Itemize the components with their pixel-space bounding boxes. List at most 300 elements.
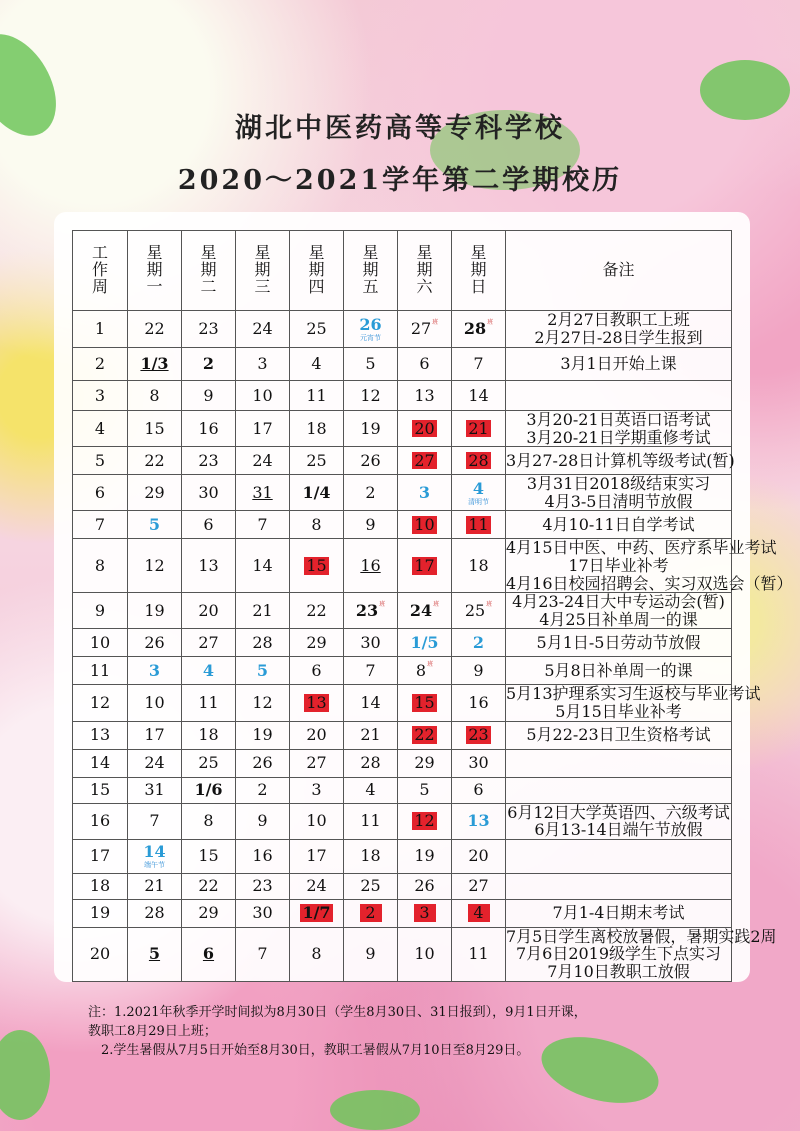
notes-cell <box>506 899 732 927</box>
day-number: 24 <box>144 753 165 773</box>
day-cell <box>344 777 398 803</box>
day-number: 30 <box>198 482 219 502</box>
day-number: 7 <box>257 515 268 535</box>
day-cell <box>344 629 398 657</box>
leaf-decoration <box>330 1090 420 1130</box>
day-cell <box>290 803 344 839</box>
day-cell <box>452 311 506 348</box>
day-number: 18 <box>198 725 219 745</box>
week-number: 13 <box>73 721 128 749</box>
day-number: 16 <box>252 846 273 866</box>
note-line: 2月27日教职工上班 <box>547 310 690 330</box>
week-number: 8 <box>73 539 128 593</box>
day-cell <box>344 539 398 593</box>
day-number: 18 <box>360 846 381 866</box>
day-cell <box>344 657 398 685</box>
day-cell <box>398 593 452 629</box>
day-cell <box>344 803 398 839</box>
day-cell <box>236 803 290 839</box>
day-number: 19 <box>360 418 381 438</box>
day-cell <box>290 511 344 539</box>
day-number: 20 <box>306 725 327 745</box>
day-cell <box>344 411 398 447</box>
day-cell <box>182 927 236 981</box>
day-cell <box>398 657 452 685</box>
week-number: 19 <box>73 899 128 927</box>
day-number: 9 <box>365 944 376 964</box>
week-number: 2 <box>73 348 128 381</box>
day-number: 21 <box>468 418 489 438</box>
notes-cell <box>506 411 732 447</box>
header-row <box>73 231 732 311</box>
calendar-table <box>72 230 793 982</box>
day-cell <box>452 593 506 629</box>
day-number: 20 <box>198 600 219 620</box>
day-number: 26 <box>252 753 273 773</box>
day-cell <box>290 539 344 593</box>
day-cell <box>182 539 236 593</box>
day-number: 9 <box>203 385 214 405</box>
note-line: 3月20-21日英语口语考试 <box>526 410 711 429</box>
week-number: 4 <box>73 411 128 447</box>
day-cell <box>236 447 290 475</box>
day-number: 11 <box>360 811 381 831</box>
day-cell <box>236 411 290 447</box>
day-cell <box>290 411 344 447</box>
day-cell <box>128 839 182 873</box>
day-cell <box>344 447 398 475</box>
day-number: 19 <box>252 725 273 745</box>
day-number: 6 <box>473 780 484 800</box>
day-cell <box>452 475 506 511</box>
day-number: 29 <box>198 903 219 923</box>
day-cell <box>290 629 344 657</box>
week-number: 14 <box>73 749 128 777</box>
day-cell <box>290 685 344 721</box>
day-number: 10 <box>144 693 165 713</box>
day-cell <box>128 539 182 593</box>
notes-cell <box>506 447 735 475</box>
day-number: 18 <box>468 555 489 575</box>
day-number: 13 <box>198 555 219 575</box>
day-number: 2 <box>257 780 268 800</box>
day-cell <box>398 721 452 749</box>
day-number: 6 <box>419 354 430 374</box>
day-number: 21 <box>360 725 381 745</box>
footnote-line: 教职工8月29日上班； <box>88 1023 217 1039</box>
day-number: 1/3 <box>140 354 169 374</box>
day-cell <box>452 657 506 685</box>
week-number: 11 <box>73 657 128 685</box>
week-row <box>73 927 732 981</box>
day-number: 23 <box>198 319 219 339</box>
day-number: 15 <box>414 693 435 713</box>
day-cell <box>452 511 506 539</box>
day-cell <box>344 311 398 348</box>
day-cell <box>344 475 398 511</box>
day-cell <box>236 629 290 657</box>
day-number: 3 <box>414 904 436 922</box>
day-number: 14 <box>360 693 381 713</box>
day-number: 28 <box>252 633 273 653</box>
note-line: 6月13-14日端午节放假 <box>534 820 703 840</box>
day-cell <box>182 475 236 511</box>
day-number: 30 <box>252 903 273 923</box>
day-cell <box>290 381 344 411</box>
day-cell <box>344 511 398 539</box>
day-cell <box>182 629 236 657</box>
day-number: 19 <box>414 846 435 866</box>
day-number: 26 <box>414 876 435 896</box>
day-cell <box>452 777 506 803</box>
makeup-workday-mark: 班 <box>432 319 439 327</box>
day-cell <box>290 593 344 629</box>
notes-cell <box>506 629 732 657</box>
day-number: 9 <box>473 661 484 681</box>
note-line: 7月6日2019级学生下点实习 <box>515 944 722 964</box>
week-number: 1 <box>73 311 128 348</box>
notes-cell <box>506 777 732 803</box>
note-line: 4月10-11日自学考试 <box>542 515 695 535</box>
note-line: 6月12日大学英语四、六级考试 <box>507 802 730 822</box>
note-line: 7月1-4日期末考试 <box>552 903 685 923</box>
day-cell <box>398 803 452 839</box>
day-cell <box>344 899 398 927</box>
day-cell <box>128 685 182 721</box>
day-cell <box>290 873 344 899</box>
notes-cell <box>506 926 777 981</box>
day-number: 14 <box>252 555 273 575</box>
day-cell <box>398 749 452 777</box>
holiday-label: 端午节 <box>144 861 165 870</box>
day-cell <box>182 873 236 899</box>
week-number: 15 <box>73 777 128 803</box>
day-cell <box>182 899 236 927</box>
day-number: 7 <box>365 661 376 681</box>
day-number: 5 <box>148 515 161 535</box>
day-number: 2 <box>472 633 485 653</box>
day-cell <box>236 899 290 927</box>
day-cell <box>398 348 452 381</box>
day-cell <box>344 873 398 899</box>
day-cell <box>182 749 236 777</box>
day-number: 7 <box>149 811 160 831</box>
day-cell <box>398 873 452 899</box>
day-cell <box>344 348 398 381</box>
day-cell <box>344 839 398 873</box>
day-number: 10 <box>306 811 327 831</box>
note-line: 3月20-21日学期重修考试 <box>526 427 711 447</box>
day-number: 11 <box>306 385 327 405</box>
week-row <box>73 381 732 411</box>
day-number: 28 <box>468 450 489 470</box>
day-number: 12 <box>252 693 273 713</box>
leaf-decoration <box>0 1030 50 1120</box>
day-number: 14 <box>468 385 489 405</box>
day-number: 5 <box>365 354 376 374</box>
day-number: 12 <box>144 555 165 575</box>
day-cell <box>290 348 344 381</box>
makeup-workday-mark: 班 <box>487 319 494 327</box>
day-number: 21 <box>252 600 273 620</box>
day-number: 16 <box>468 693 489 713</box>
day-number: 13 <box>306 693 327 713</box>
day-cell <box>398 839 452 873</box>
day-number: 19 <box>144 600 165 620</box>
day-cell <box>236 475 290 511</box>
day-number: 10 <box>414 944 435 964</box>
day-cell <box>128 381 182 411</box>
day-number: 4 <box>311 354 322 374</box>
note-line: 7月10日教职工放假 <box>547 961 690 981</box>
week-row <box>73 657 732 685</box>
day-cell <box>236 657 290 685</box>
day-number: 25 <box>360 876 381 896</box>
day-cell <box>128 899 182 927</box>
day-number: 6 <box>203 515 214 535</box>
day-number: 4 <box>468 904 490 922</box>
header-wed: 星 期 三 <box>236 231 290 311</box>
note-line: 5月22-23日卫生资格考试 <box>526 725 711 745</box>
week-row <box>73 899 732 927</box>
week-row <box>73 311 732 348</box>
day-cell <box>344 721 398 749</box>
notes-cell <box>506 839 732 873</box>
day-cell <box>452 899 506 927</box>
week-number: 7 <box>73 511 128 539</box>
day-cell <box>452 539 506 593</box>
day-cell <box>452 447 506 475</box>
week-number: 12 <box>73 685 128 721</box>
day-number: 15 <box>144 418 165 438</box>
header-thu: 星 期 四 <box>290 231 344 311</box>
week-number: 3 <box>73 381 128 411</box>
day-number: 11 <box>198 693 219 713</box>
day-number: 8 <box>149 385 160 405</box>
week-number: 10 <box>73 629 128 657</box>
makeup-workday-mark: 班 <box>433 600 440 608</box>
week-row <box>73 777 732 803</box>
holiday-label: 元宵节 <box>360 333 381 342</box>
header-tue: 星 期 二 <box>182 231 236 311</box>
day-cell <box>128 311 182 348</box>
day-cell <box>182 311 236 348</box>
day-number: 8 <box>311 944 322 964</box>
note-line: 5月15日毕业补考 <box>555 701 682 721</box>
day-number: 11 <box>468 944 489 964</box>
day-number: 16 <box>360 555 381 575</box>
day-cell <box>398 899 452 927</box>
day-cell <box>398 311 452 348</box>
day-cell <box>182 593 236 629</box>
day-number: 22 <box>306 600 327 620</box>
day-number: 29 <box>306 633 327 653</box>
day-cell <box>452 873 506 899</box>
week-row <box>73 749 732 777</box>
notes-cell <box>506 475 732 511</box>
note-line: 4月16日校园招聘会、实习双选会（暂） <box>506 573 793 593</box>
day-number: 30 <box>360 633 381 653</box>
week-row <box>73 593 732 629</box>
day-number: 1/4 <box>302 482 331 502</box>
day-number: 23 <box>468 725 489 745</box>
day-cell <box>236 381 290 411</box>
day-number: 21 <box>144 876 165 896</box>
header-mon: 星 期 一 <box>128 231 182 311</box>
day-cell <box>128 629 182 657</box>
day-number: 1/6 <box>194 780 223 800</box>
day-cell <box>182 411 236 447</box>
day-number: 17 <box>414 555 435 575</box>
day-number: 9 <box>365 515 376 535</box>
day-number: 27 <box>410 319 432 339</box>
day-number: 1/7 <box>302 903 331 923</box>
day-cell <box>128 593 182 629</box>
day-cell <box>452 721 506 749</box>
day-number: 27 <box>468 876 489 896</box>
day-number: 24 <box>252 319 273 339</box>
week-row <box>73 873 732 899</box>
day-cell <box>452 348 506 381</box>
day-number: 24 <box>409 600 433 620</box>
note-line: 3月27-28日计算机等级考试(暂) <box>506 450 735 470</box>
day-cell <box>128 803 182 839</box>
day-number: 13 <box>414 385 435 405</box>
day-number: 2 <box>365 482 376 502</box>
day-number: 3 <box>257 354 268 374</box>
day-number: 23 <box>198 450 219 470</box>
day-cell <box>398 381 452 411</box>
day-cell <box>452 749 506 777</box>
day-number: 27 <box>306 753 327 773</box>
week-number: 16 <box>73 803 128 839</box>
day-cell <box>344 927 398 981</box>
day-number: 4 <box>365 780 376 800</box>
day-number: 17 <box>252 418 273 438</box>
day-cell <box>128 873 182 899</box>
note-line: 3月1日开始上课 <box>560 354 677 374</box>
day-cell <box>290 899 344 927</box>
notes-cell <box>506 721 732 749</box>
day-number: 25 <box>198 753 219 773</box>
day-number: 25 <box>464 600 486 620</box>
day-number: 26 <box>144 633 165 653</box>
day-cell <box>290 721 344 749</box>
day-number: 31 <box>252 482 273 502</box>
day-cell <box>290 777 344 803</box>
day-number: 11 <box>468 515 489 535</box>
day-number: 5 <box>148 944 161 964</box>
note-line: 2月27日-28日学生报到 <box>534 328 703 347</box>
day-cell <box>290 475 344 511</box>
day-number: 1/5 <box>410 633 439 653</box>
day-cell <box>452 839 506 873</box>
day-cell <box>398 411 452 447</box>
footnote-line: 注：1.2021年秋季开学时间拟为8月30日（学生8月30日、31日报到），9月1日开课， <box>88 1005 587 1020</box>
day-cell <box>344 593 398 629</box>
day-number: 28 <box>463 319 487 339</box>
footnote-line: 2.学生暑假从7月5日开始至8月30日，教职工暑假从7月10日至8月29日。 <box>88 1042 530 1058</box>
day-number: 10 <box>252 385 273 405</box>
day-cell <box>236 539 290 593</box>
day-cell <box>128 447 182 475</box>
day-cell <box>128 721 182 749</box>
day-cell <box>290 749 344 777</box>
day-number: 28 <box>360 753 381 773</box>
day-cell <box>128 657 182 685</box>
week-row <box>73 539 732 593</box>
day-number: 20 <box>414 418 435 438</box>
day-cell <box>128 475 182 511</box>
day-cell <box>398 777 452 803</box>
day-cell <box>290 311 344 348</box>
header-sun: 星 期 日 <box>452 231 506 311</box>
day-number: 7 <box>257 944 268 964</box>
day-cell <box>128 749 182 777</box>
day-number: 14 <box>143 842 166 862</box>
day-cell <box>452 803 506 839</box>
day-cell <box>398 685 452 721</box>
day-cell <box>182 839 236 873</box>
day-cell <box>236 873 290 899</box>
notes-cell <box>506 593 732 629</box>
day-number: 17 <box>306 846 327 866</box>
day-cell <box>182 777 236 803</box>
day-cell <box>452 381 506 411</box>
week-row <box>73 411 732 447</box>
day-number: 16 <box>198 418 219 438</box>
footnotes <box>88 1004 748 1061</box>
day-number: 30 <box>468 753 489 773</box>
note-line: 7月5日学生离校放暑假，暑期实践2周 <box>506 926 777 946</box>
day-cell <box>236 593 290 629</box>
day-cell <box>452 927 506 981</box>
day-number: 13 <box>467 811 490 831</box>
calendar-title: 2020～2021学年第二学期校历 <box>177 165 623 196</box>
day-cell <box>344 685 398 721</box>
week-number: 9 <box>73 593 128 629</box>
week-row <box>73 348 732 381</box>
week-number: 6 <box>73 475 128 511</box>
week-row <box>73 511 732 539</box>
day-cell <box>398 629 452 657</box>
day-number: 2 <box>202 354 215 374</box>
week-row <box>73 475 732 511</box>
day-cell <box>236 311 290 348</box>
day-number: 6 <box>311 661 322 681</box>
day-cell <box>182 721 236 749</box>
notes-cell <box>506 684 761 721</box>
day-cell <box>182 685 236 721</box>
day-cell <box>290 657 344 685</box>
day-cell <box>182 447 236 475</box>
header-sat: 星 期 六 <box>398 231 452 311</box>
day-cell <box>182 657 236 685</box>
makeup-workday-mark: 班 <box>486 600 493 608</box>
day-number: 22 <box>144 450 165 470</box>
holiday-label: 清明节 <box>468 497 489 506</box>
day-cell <box>182 348 236 381</box>
note-line: 4月3-5日清明节放假 <box>544 491 693 511</box>
day-number: 25 <box>306 319 327 339</box>
makeup-workday-mark: 班 <box>379 600 386 608</box>
day-number: 8 <box>311 515 322 535</box>
day-number: 23 <box>355 600 379 620</box>
day-cell <box>182 381 236 411</box>
day-cell <box>236 927 290 981</box>
day-cell <box>452 629 506 657</box>
day-cell <box>290 927 344 981</box>
